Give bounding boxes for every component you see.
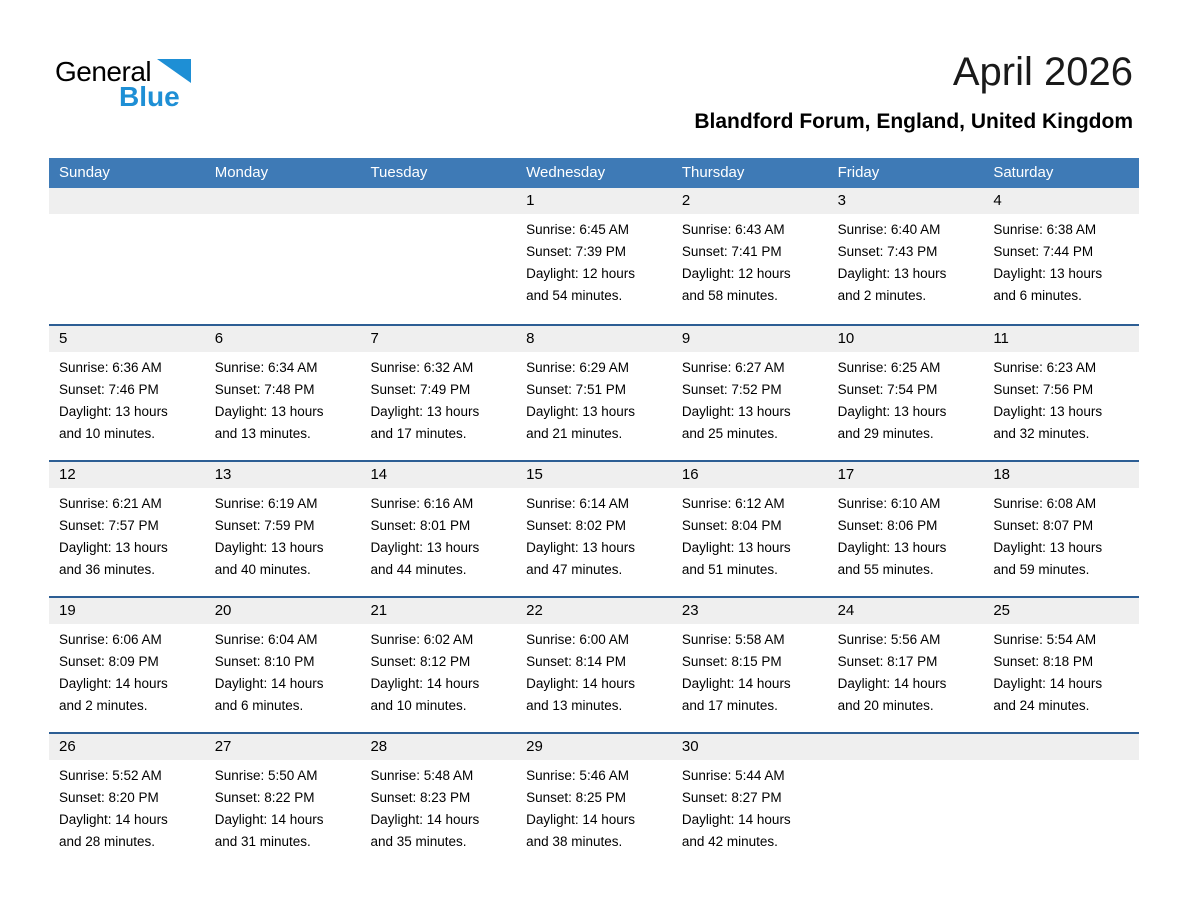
sunrise-text: Sunrise: 6:40 AM [837, 222, 941, 237]
daylight-text-line2: and 54 minutes. [526, 288, 623, 303]
day-details [828, 214, 984, 319]
day-details [516, 352, 672, 457]
day-number: 1 [516, 188, 672, 214]
title-block [694, 50, 1133, 134]
daylight-text-line1: Daylight: 14 hours [59, 812, 168, 827]
sunset-text: Sunset: 8:07 PM [993, 518, 1094, 533]
week-row-5 [49, 732, 1139, 868]
sunset-text: Sunset: 8:25 PM [526, 790, 626, 805]
daylight-text-line1: Daylight: 13 hours [993, 266, 1103, 281]
sunrise-text: Sunrise: 6:34 AM [214, 360, 318, 375]
day-details [49, 352, 205, 457]
day-cell-30 [672, 734, 828, 868]
day-details [672, 214, 828, 319]
daylight-text-line1: Daylight: 13 hours [993, 404, 1103, 419]
week-row-1 [49, 188, 1139, 324]
daylight-text-line2: and 10 minutes. [370, 698, 467, 713]
day-cell-18 [983, 462, 1139, 596]
empty-cell [205, 188, 361, 324]
sunrise-text: Sunrise: 6:04 AM [214, 632, 318, 647]
day-number: 20 [205, 598, 361, 624]
sunset-text: Sunset: 8:04 PM [681, 518, 782, 533]
day-details [983, 488, 1139, 593]
sunrise-text: Sunrise: 5:50 AM [214, 768, 318, 783]
sunrise-text: Sunrise: 6:27 AM [681, 360, 785, 375]
sunset-text: Sunset: 7:44 PM [993, 244, 1094, 259]
general-blue-logo [55, 56, 225, 120]
weekday-header [49, 158, 1139, 188]
daylight-text-line2: and 17 minutes. [681, 698, 778, 713]
empty-cell [360, 188, 516, 324]
sunset-text: Sunset: 7:54 PM [837, 382, 938, 397]
day-number: 21 [360, 598, 516, 624]
day-cell-24 [828, 598, 984, 732]
sunset-text: Sunset: 7:57 PM [59, 518, 159, 533]
sunset-text: Sunset: 7:49 PM [370, 382, 471, 397]
day-number: 6 [205, 326, 361, 352]
daylight-text-line2: and 35 minutes. [370, 834, 467, 849]
daylight-text-line2: and 40 minutes. [214, 562, 311, 577]
day-cell-2 [672, 188, 828, 324]
sunrise-text: Sunrise: 6:21 AM [59, 496, 162, 511]
daylight-text-line2: and 51 minutes. [681, 562, 778, 577]
sunset-text: Sunset: 7:48 PM [214, 382, 315, 397]
sunrise-text: Sunrise: 6:23 AM [993, 360, 1097, 375]
sunset-text: Sunset: 7:46 PM [59, 382, 159, 397]
day-number: 17 [828, 462, 984, 488]
weekday-tuesday: Tuesday [370, 164, 428, 181]
day-cell-15 [516, 462, 672, 596]
weekday-friday: Friday [837, 164, 880, 181]
day-cell-17 [828, 462, 984, 596]
day-cell-13 [205, 462, 361, 596]
sunset-text: Sunset: 7:52 PM [681, 382, 782, 397]
daylight-text-line2: and 25 minutes. [681, 426, 778, 441]
daylight-text-line2: and 17 minutes. [370, 426, 467, 441]
empty-cell [49, 188, 205, 324]
daylight-text-line1: Daylight: 13 hours [370, 540, 480, 555]
daylight-text-line1: Daylight: 13 hours [59, 404, 168, 419]
day-details [360, 760, 516, 865]
day-details [205, 624, 361, 729]
sunset-text: Sunset: 8:10 PM [214, 654, 315, 669]
sunset-text: Sunset: 7:51 PM [526, 382, 626, 397]
day-number: 10 [828, 326, 984, 352]
sunset-text: Sunset: 7:56 PM [993, 382, 1094, 397]
day-cell-8 [516, 326, 672, 460]
week-row-2 [49, 324, 1139, 460]
day-cell-3 [828, 188, 984, 324]
daylight-text-line2: and 29 minutes. [837, 426, 934, 441]
daylight-text-line2: and 6 minutes. [214, 698, 304, 713]
daylight-text-line1: Daylight: 13 hours [837, 540, 947, 555]
daylight-text-line2: and 38 minutes. [526, 834, 623, 849]
sunset-text: Sunset: 8:18 PM [993, 654, 1094, 669]
sunset-text: Sunset: 8:27 PM [681, 790, 782, 805]
day-details [672, 760, 828, 865]
daylight-text-line2: and 6 minutes. [993, 288, 1082, 303]
day-number: 19 [49, 598, 205, 624]
daylight-text-line2: and 47 minutes. [526, 562, 623, 577]
sunset-text: Sunset: 8:09 PM [59, 654, 159, 669]
day-details [828, 488, 984, 593]
sunrise-text: Sunrise: 6:19 AM [214, 496, 318, 511]
day-number: 26 [49, 734, 205, 760]
day-details [516, 760, 672, 865]
day-cell-22 [516, 598, 672, 732]
sunrise-text: Sunrise: 6:16 AM [370, 496, 474, 511]
sunrise-text: Sunrise: 6:02 AM [370, 632, 474, 647]
day-number: 12 [49, 462, 205, 488]
daylight-text-line1: Daylight: 14 hours [681, 676, 791, 691]
day-cell-10 [828, 326, 984, 460]
logo-text-blue: Blue [119, 81, 180, 112]
day-number: 28 [360, 734, 516, 760]
day-cell-20 [205, 598, 361, 732]
daylight-text-line1: Daylight: 14 hours [993, 676, 1103, 691]
daylight-text-line1: Daylight: 14 hours [370, 676, 480, 691]
sunset-text: Sunset: 8:17 PM [837, 654, 938, 669]
day-cell-11 [983, 326, 1139, 460]
daylight-text-line1: Daylight: 13 hours [526, 540, 635, 555]
daylight-text-line2: and 59 minutes. [993, 562, 1090, 577]
daylight-text-line2: and 13 minutes. [526, 698, 623, 713]
day-number: 4 [983, 188, 1139, 214]
day-details [49, 488, 205, 593]
day-cell-25 [983, 598, 1139, 732]
day-number: 22 [516, 598, 672, 624]
day-cell-1 [516, 188, 672, 324]
day-details [983, 624, 1139, 729]
daylight-text-line1: Daylight: 14 hours [681, 812, 791, 827]
day-number: 29 [516, 734, 672, 760]
sunrise-text: Sunrise: 5:54 AM [993, 632, 1097, 647]
day-cell-4 [983, 188, 1139, 324]
day-number: 7 [360, 326, 516, 352]
calendar-body [49, 188, 1139, 868]
daylight-text-line2: and 28 minutes. [59, 834, 156, 849]
day-cell-16 [672, 462, 828, 596]
day-details [360, 352, 516, 457]
sunset-text: Sunset: 8:12 PM [370, 654, 471, 669]
day-number: 9 [672, 326, 828, 352]
sunset-text: Sunset: 7:59 PM [214, 518, 315, 533]
day-number: 16 [672, 462, 828, 488]
daylight-text-line1: Daylight: 13 hours [681, 540, 791, 555]
daylight-text-line1: Daylight: 13 hours [214, 540, 324, 555]
daylight-text-line2: and 2 minutes. [59, 698, 148, 713]
daylight-text-line2: and 44 minutes. [370, 562, 467, 577]
day-number: 18 [983, 462, 1139, 488]
sunrise-text: Sunrise: 5:58 AM [681, 632, 785, 647]
daylight-text-line1: Daylight: 13 hours [837, 404, 947, 419]
sunrise-text: Sunrise: 5:44 AM [681, 768, 785, 783]
sunrise-text: Sunrise: 6:06 AM [59, 632, 162, 647]
daylight-text-line1: Daylight: 13 hours [59, 540, 168, 555]
daylight-text-line2: and 24 minutes. [993, 698, 1090, 713]
daylight-text-line2: and 55 minutes. [837, 562, 934, 577]
daylight-text-line1: Daylight: 13 hours [526, 404, 635, 419]
daylight-text-line1: Daylight: 13 hours [681, 404, 791, 419]
daylight-text-line2: and 32 minutes. [993, 426, 1090, 441]
day-details [360, 488, 516, 593]
sunrise-text: Sunrise: 6:32 AM [370, 360, 474, 375]
daylight-text-line1: Daylight: 12 hours [681, 266, 791, 281]
day-number: 2 [672, 188, 828, 214]
daylight-text-line2: and 42 minutes. [681, 834, 778, 849]
day-details [49, 624, 205, 729]
empty-cell [983, 734, 1139, 868]
sunrise-text: Sunrise: 6:10 AM [837, 496, 941, 511]
day-details [205, 488, 361, 593]
daylight-text-line2: and 20 minutes. [837, 698, 934, 713]
day-details [672, 352, 828, 457]
sunset-text: Sunset: 8:14 PM [526, 654, 626, 669]
day-cell-23 [672, 598, 828, 732]
sunset-text: Sunset: 8:01 PM [370, 518, 471, 533]
daylight-text-line1: Daylight: 14 hours [837, 676, 947, 691]
weekday-saturday: Saturday [993, 164, 1054, 181]
daylight-text-line1: Daylight: 13 hours [214, 404, 324, 419]
day-details [983, 214, 1139, 319]
sunset-text: Sunset: 7:43 PM [837, 244, 938, 259]
day-details [672, 624, 828, 729]
daylight-text-line1: Daylight: 14 hours [214, 676, 324, 691]
sunset-text: Sunset: 8:06 PM [837, 518, 938, 533]
day-number-empty [205, 188, 361, 214]
day-details [205, 352, 361, 457]
sunset-text: Sunset: 8:22 PM [214, 790, 315, 805]
day-number: 30 [672, 734, 828, 760]
sunset-text: Sunset: 8:15 PM [681, 654, 782, 669]
day-cell-27 [205, 734, 361, 868]
daylight-text-line1: Daylight: 14 hours [59, 676, 168, 691]
sunrise-text: Sunrise: 6:00 AM [526, 632, 629, 647]
day-number: 15 [516, 462, 672, 488]
weekday-thursday: Thursday [681, 164, 745, 181]
empty-cell [828, 734, 984, 868]
day-details [672, 488, 828, 593]
day-details [49, 760, 205, 865]
page-title: April 2026 [952, 50, 1133, 94]
sunrise-text: Sunrise: 6:29 AM [526, 360, 629, 375]
sunrise-text: Sunrise: 6:45 AM [526, 222, 629, 237]
day-number: 11 [983, 326, 1139, 352]
day-number: 25 [983, 598, 1139, 624]
sunset-text: Sunset: 7:39 PM [526, 244, 626, 259]
daylight-text-line2: and 10 minutes. [59, 426, 156, 441]
day-details [516, 624, 672, 729]
location-subtitle: Blandford Forum, England, United Kingdom [694, 110, 1133, 133]
day-cell-14 [360, 462, 516, 596]
daylight-text-line1: Daylight: 13 hours [993, 540, 1103, 555]
day-details [828, 352, 984, 457]
daylight-text-line2: and 36 minutes. [59, 562, 156, 577]
daylight-text-line1: Daylight: 12 hours [526, 266, 635, 281]
sunrise-text: Sunrise: 6:25 AM [837, 360, 941, 375]
weekday-monday: Monday [214, 164, 269, 181]
day-number: 3 [828, 188, 984, 214]
sunrise-text: Sunrise: 5:48 AM [370, 768, 474, 783]
day-cell-7 [360, 326, 516, 460]
daylight-text-line1: Daylight: 13 hours [837, 266, 947, 281]
daylight-text-line1: Daylight: 14 hours [370, 812, 480, 827]
weekday-sunday: Sunday [59, 164, 110, 181]
day-number: 13 [205, 462, 361, 488]
day-cell-26 [49, 734, 205, 868]
day-details [828, 624, 984, 729]
daylight-text-line2: and 21 minutes. [526, 426, 623, 441]
day-details [516, 214, 672, 319]
day-cell-5 [49, 326, 205, 460]
sunrise-text: Sunrise: 5:46 AM [526, 768, 629, 783]
day-cell-29 [516, 734, 672, 868]
daylight-text-line1: Daylight: 13 hours [370, 404, 480, 419]
day-number: 5 [49, 326, 205, 352]
week-row-3 [49, 460, 1139, 596]
daylight-text-line2: and 58 minutes. [681, 288, 778, 303]
sunrise-text: Sunrise: 5:56 AM [837, 632, 941, 647]
day-details [516, 488, 672, 593]
sunrise-text: Sunrise: 6:43 AM [681, 222, 785, 237]
day-details [983, 352, 1139, 457]
weekday-wednesday: Wednesday [526, 164, 606, 181]
day-cell-21 [360, 598, 516, 732]
logo-text-general: General [55, 56, 152, 87]
day-cell-19 [49, 598, 205, 732]
daylight-text-line1: Daylight: 14 hours [214, 812, 324, 827]
day-cell-6 [205, 326, 361, 460]
day-number: 27 [205, 734, 361, 760]
sunrise-text: Sunrise: 6:14 AM [526, 496, 629, 511]
day-cell-9 [672, 326, 828, 460]
sunset-text: Sunset: 7:41 PM [681, 244, 782, 259]
day-number-empty [360, 188, 516, 214]
day-cell-28 [360, 734, 516, 868]
day-number: 8 [516, 326, 672, 352]
daylight-text-line1: Daylight: 14 hours [526, 812, 635, 827]
day-details [360, 624, 516, 729]
sunset-text: Sunset: 8:23 PM [370, 790, 471, 805]
sunrise-text: Sunrise: 6:36 AM [59, 360, 162, 375]
day-number: 24 [828, 598, 984, 624]
logo-flag-icon [157, 59, 191, 83]
daylight-text-line2: and 2 minutes. [837, 288, 927, 303]
day-number: 14 [360, 462, 516, 488]
sunset-text: Sunset: 8:20 PM [59, 790, 159, 805]
sunrise-text: Sunrise: 5:52 AM [59, 768, 162, 783]
daylight-text-line1: Daylight: 14 hours [526, 676, 635, 691]
sunrise-text: Sunrise: 6:38 AM [993, 222, 1097, 237]
day-number-empty [983, 734, 1139, 760]
daylight-text-line2: and 31 minutes. [214, 834, 311, 849]
daylight-text-line2: and 13 minutes. [214, 426, 311, 441]
sunrise-text: Sunrise: 6:08 AM [993, 496, 1097, 511]
sunset-text: Sunset: 8:02 PM [526, 518, 626, 533]
day-number-empty [49, 188, 205, 214]
week-row-4 [49, 596, 1139, 732]
calendar [49, 158, 1139, 868]
sunrise-text: Sunrise: 6:12 AM [681, 496, 785, 511]
day-number-empty [828, 734, 984, 760]
day-details [205, 760, 361, 865]
day-number: 23 [672, 598, 828, 624]
day-cell-12 [49, 462, 205, 596]
